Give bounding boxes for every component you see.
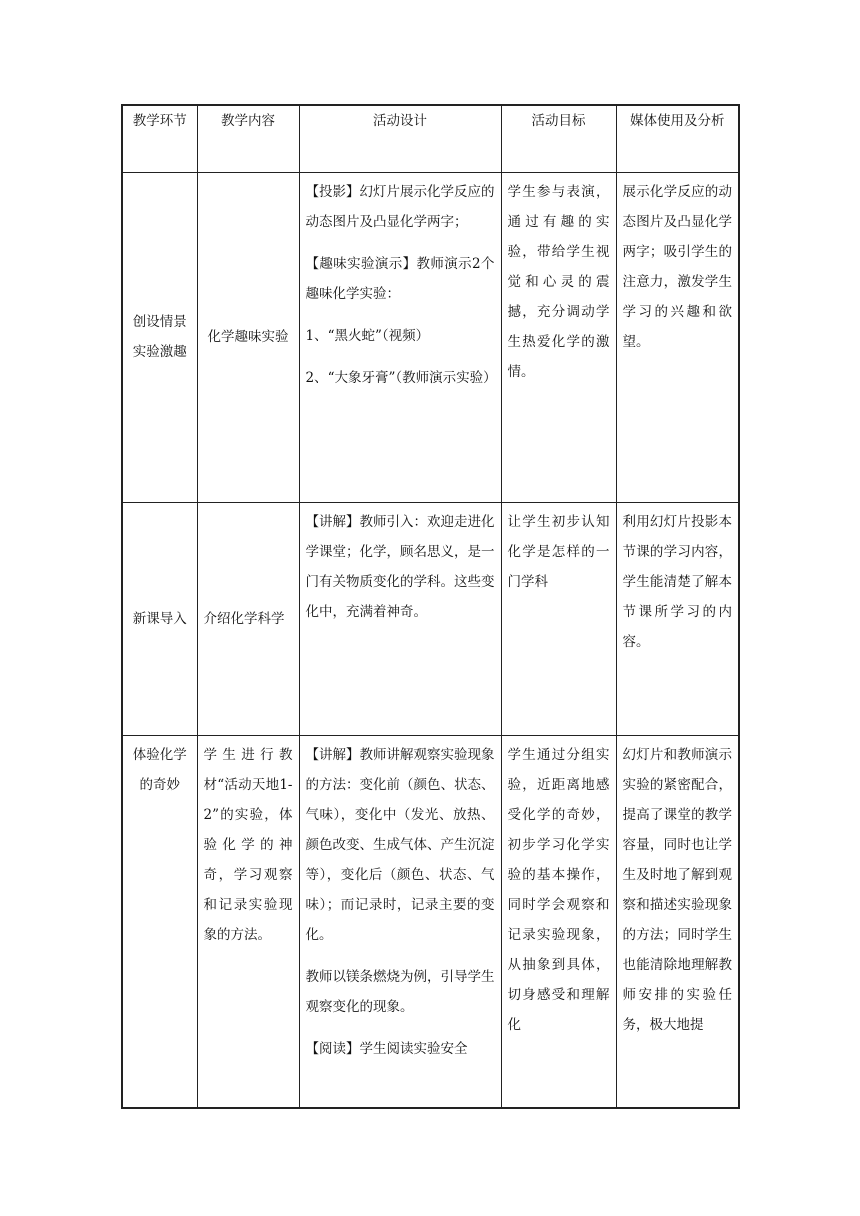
content-cell: 化学趣味实验 [197, 172, 299, 502]
stage-cell: 创设情景实验激趣 [122, 172, 197, 502]
design-paragraph: 【讲解】教师引入：欢迎走进化学课堂；化学，顾名思义，是一门有关物质变化的学科。这些变化中，充满着神奇。 [305, 513, 495, 620]
header-content: 教学内容 [197, 105, 299, 172]
design-paragraph: 【阅读】学生阅读实验安全 [305, 1040, 468, 1057]
media-cell: 幻灯片和教师演示实验的紧密配合，提高了课堂的教学容量，同时也让学生及时地了解到观察和描述实验现象的方法；同时学生也能清除地理解教师安排的实验任务，极大地提 [616, 735, 739, 1108]
design-cell [299, 172, 501, 502]
table-row [122, 502, 739, 735]
stage-cell: 新课导入 [122, 502, 197, 735]
design-paragraph: 【趣味实验演示】教师演示2个趣味化学实验： [305, 255, 495, 302]
media-cell: 利用幻灯片投影本节课的学习内容，学生能清楚了解本节课所学习的内容。 [616, 502, 739, 735]
design-paragraph: 教师以镁条燃烧为例，引导学生观察变化的现象。 [305, 968, 495, 1015]
design-cell [299, 502, 501, 735]
header-media: 媒体使用及分析 [616, 105, 739, 172]
header-goal: 活动目标 [501, 105, 616, 172]
content-cell: 学生进行教材“活动天地1-2”的实验，体验化学的神奇，学习观察和记录实验现象的方法。 [197, 735, 299, 1108]
design-paragraph: 2、“大象牙膏”（教师演示实验） [305, 369, 497, 386]
design-paragraph: 【讲解】教师讲解观察实验现象的方法：变化前（颜色、状态、气味），变化中（发光、放热、颜色改变、生成气体、产生沉淀 等），变化后（颜色、状态、气味）；而记录时，记录主要的变化。 [305, 746, 495, 943]
stage-cell: 体验化学的奇妙 [122, 735, 197, 1108]
design-cell [299, 735, 501, 1108]
table-row [122, 172, 739, 502]
media-cell: 展示化学反应的动态图片及凸显化学两字；吸引学生的注意力，激发学生学习的兴趣和欲望。 [616, 172, 739, 502]
content-cell: 介绍化学科学 [197, 502, 299, 735]
header-row [122, 105, 739, 172]
design-paragraph: 【投影】幻灯片展示化学反应的动态图片及凸显化学两字； [305, 183, 495, 230]
goal-cell: 让学生初步认知化学是怎样的一门学科 [501, 502, 616, 735]
header-stage: 教学环节 [122, 105, 197, 172]
header-design: 活动设计 [299, 105, 501, 172]
lesson-plan-table [121, 104, 740, 1109]
design-paragraph: 1、“黑火蛇”（视频） [305, 327, 430, 344]
goal-cell: 学生参与表演，通过有趣的实验，带给学生视觉和心灵的震撼，充分调动学生热爱化学的激情。 [501, 172, 616, 502]
goal-cell: 学生通过分组实验，近距离地感受化学的奇妙，初步学习化学实验的基本操作，同时学会观察和记录实验现象，从抽象到具体，切身感受和理解化 [501, 735, 616, 1108]
table-row [122, 735, 739, 1108]
